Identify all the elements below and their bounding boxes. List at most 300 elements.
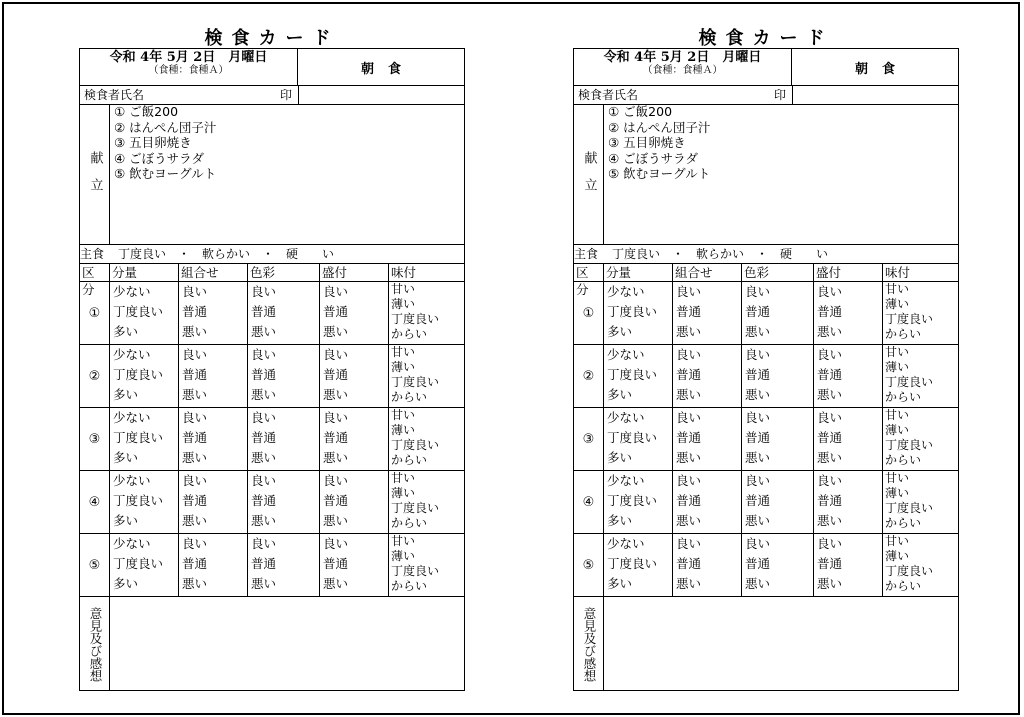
column-header-color: 色彩 — [744, 265, 770, 280]
item-number: ② — [582, 368, 595, 384]
plating-option[interactable]: 良い — [323, 473, 349, 488]
plating-option[interactable]: 良い — [323, 410, 349, 425]
column-divider — [319, 534, 320, 596]
column-divider — [109, 264, 110, 281]
plating-option[interactable]: 悪い — [817, 513, 843, 528]
color-option[interactable]: 悪い — [251, 513, 277, 528]
evaluation-row — [574, 471, 958, 534]
column-divider — [672, 345, 673, 407]
column-header-amount: 分量 — [112, 265, 138, 280]
column-divider — [178, 534, 179, 596]
column-divider — [741, 345, 742, 407]
column-divider — [178, 264, 179, 281]
menu-item: ③ 五目卵焼き — [114, 135, 192, 150]
combination-option[interactable]: 良い — [182, 410, 208, 425]
column-divider — [603, 534, 604, 596]
amount-option[interactable]: 丁度良い — [113, 304, 164, 319]
comments-label: 意見及び感想 — [582, 606, 597, 682]
comments-field[interactable] — [604, 597, 958, 690]
combination-option[interactable]: 悪い — [182, 576, 208, 591]
taste-option[interactable]: 丁度良い — [391, 312, 440, 326]
amount-option[interactable]: 丁度良い — [607, 556, 658, 571]
color-option[interactable]: 普通 — [251, 556, 277, 571]
column-header-category: 区分 — [576, 265, 589, 297]
item-number: ④ — [582, 494, 595, 510]
combination-option[interactable]: 良い — [182, 347, 208, 362]
combination-option[interactable]: 良い — [182, 284, 208, 299]
amount-option[interactable]: 多い — [113, 513, 139, 528]
amount-option[interactable]: 少ない — [607, 536, 645, 551]
amount-option[interactable]: 少ない — [113, 284, 151, 299]
evaluation-row — [80, 471, 464, 534]
plating-option[interactable]: 普通 — [323, 367, 349, 382]
amount-option[interactable]: 少ない — [113, 347, 151, 362]
column-divider — [109, 282, 110, 344]
comments-row — [80, 597, 464, 690]
plating-option[interactable]: 悪い — [817, 324, 843, 339]
header-row — [574, 49, 958, 86]
menu-list — [114, 104, 454, 204]
taste-option[interactable]: 甘い — [391, 345, 416, 359]
taste-option[interactable]: 甘い — [885, 471, 910, 485]
color-option[interactable]: 普通 — [745, 493, 771, 508]
column-divider — [247, 282, 248, 344]
meal-date: 令和 4年 5月 2日 月曜日 — [109, 50, 268, 65]
combination-option[interactable]: 悪い — [182, 513, 208, 528]
item-number: ⑤ — [582, 557, 595, 573]
column-divider — [882, 345, 883, 407]
plating-option[interactable]: 悪い — [323, 450, 349, 465]
combination-option[interactable]: 良い — [676, 410, 702, 425]
combination-option[interactable]: 普通 — [676, 304, 702, 319]
combination-option[interactable]: 良い — [676, 473, 702, 488]
meal-name: 朝食 — [360, 61, 415, 77]
evaluation-row — [80, 282, 464, 345]
item-number: ② — [88, 368, 101, 384]
plating-option[interactable]: 普通 — [323, 556, 349, 571]
column-divider — [882, 534, 883, 596]
column-header-plating: 盛付 — [322, 265, 348, 280]
color-option[interactable]: 普通 — [251, 430, 277, 445]
taste-option[interactable]: からい — [391, 390, 428, 404]
plating-option[interactable]: 普通 — [817, 556, 843, 571]
plating-option[interactable]: 良い — [323, 284, 349, 299]
menu-item: ④ ごぼうサラダ — [114, 150, 205, 166]
taste-option[interactable]: 薄い — [391, 549, 416, 563]
taste-option[interactable]: からい — [391, 516, 428, 530]
amount-option[interactable]: 多い — [113, 324, 139, 339]
column-header-taste: 味付 — [391, 265, 417, 280]
taste-option[interactable]: からい — [885, 579, 922, 593]
combination-option[interactable]: 普通 — [182, 493, 208, 508]
evaluation-row — [574, 534, 958, 597]
taste-option[interactable]: 甘い — [885, 282, 910, 296]
menu-row — [574, 105, 958, 245]
taste-option[interactable]: 薄い — [391, 486, 416, 500]
plating-option[interactable]: 悪い — [817, 576, 843, 591]
date-cell — [80, 49, 298, 85]
combination-option[interactable]: 普通 — [182, 367, 208, 382]
evaluation-row — [574, 408, 958, 471]
amount-option[interactable]: 少ない — [607, 284, 645, 299]
column-divider — [319, 345, 320, 407]
color-option[interactable]: 良い — [251, 284, 277, 299]
menu-divider — [603, 105, 604, 244]
color-option[interactable]: 普通 — [251, 367, 277, 382]
amount-option[interactable]: 少ない — [113, 410, 151, 425]
color-option[interactable]: 悪い — [745, 576, 771, 591]
plating-option[interactable]: 普通 — [323, 430, 349, 445]
plating-option[interactable]: 悪い — [323, 324, 349, 339]
combination-option[interactable]: 普通 — [182, 430, 208, 445]
column-divider — [603, 282, 604, 344]
column-divider — [741, 534, 742, 596]
column-divider — [178, 345, 179, 407]
card-table — [573, 48, 959, 691]
food-type: （食種：食種Ａ） — [148, 65, 229, 76]
staple-options[interactable]: 丁度良い ・ 軟らかい ・ 硬 い — [612, 247, 829, 261]
color-option[interactable]: 良い — [745, 473, 771, 488]
color-option[interactable]: 良い — [745, 284, 771, 299]
card-title: 検食カード — [204, 28, 340, 49]
inspector-signature-field[interactable] — [793, 86, 958, 104]
column-divider — [247, 534, 248, 596]
menu-label: 献立 — [87, 151, 103, 205]
amount-option[interactable]: 丁度良い — [113, 430, 164, 445]
color-option[interactable]: 悪い — [745, 513, 771, 528]
meal-name: 朝食 — [854, 61, 909, 77]
amount-option[interactable]: 多い — [607, 576, 633, 591]
color-option[interactable]: 悪い — [251, 450, 277, 465]
color-option[interactable]: 悪い — [745, 450, 771, 465]
item-number: ③ — [88, 431, 101, 447]
taste-option[interactable]: 丁度良い — [391, 438, 440, 452]
menu-item: ⑤ 飲むヨーグルト — [114, 166, 217, 181]
evaluation-row — [574, 345, 958, 408]
column-header-plating: 盛付 — [816, 265, 842, 280]
menu-item: ③ 五目卵焼き — [608, 135, 686, 150]
column-header-taste: 味付 — [885, 265, 911, 280]
taste-option[interactable]: からい — [885, 327, 922, 341]
menu-row — [80, 105, 464, 245]
combination-option[interactable]: 普通 — [182, 304, 208, 319]
amount-option[interactable]: 多い — [113, 576, 139, 591]
plating-option[interactable]: 悪い — [817, 450, 843, 465]
item-number: ⑤ — [88, 557, 101, 573]
inspector-label: 検食者氏名 — [84, 88, 145, 102]
amount-option[interactable]: 多い — [113, 450, 139, 465]
plating-option[interactable]: 良い — [817, 410, 843, 425]
column-divider — [388, 282, 389, 344]
color-option[interactable]: 悪い — [745, 387, 771, 402]
plating-option[interactable]: 良い — [323, 536, 349, 551]
taste-option[interactable]: からい — [391, 579, 428, 593]
amount-option[interactable]: 多い — [607, 387, 633, 402]
color-option[interactable]: 悪い — [251, 324, 277, 339]
inspector-label: 検食者氏名 — [578, 88, 639, 102]
column-divider — [813, 264, 814, 281]
taste-option[interactable]: 丁度良い — [885, 438, 934, 452]
column-divider — [741, 264, 742, 281]
color-option[interactable]: 普通 — [745, 304, 771, 319]
amount-option[interactable]: 丁度良い — [607, 430, 658, 445]
combination-option[interactable]: 良い — [182, 536, 208, 551]
column-divider — [388, 471, 389, 533]
plating-option[interactable]: 良い — [817, 347, 843, 362]
amount-option[interactable]: 少ない — [607, 473, 645, 488]
header-row — [80, 49, 464, 86]
menu-divider — [109, 105, 110, 244]
column-divider — [109, 345, 110, 407]
column-divider — [672, 408, 673, 470]
plating-option[interactable]: 良い — [817, 536, 843, 551]
evaluation-row — [574, 282, 958, 345]
amount-option[interactable]: 丁度良い — [113, 556, 164, 571]
meal-date: 令和 4年 5月 2日 月曜日 — [603, 50, 762, 65]
amount-option[interactable]: 丁度良い — [607, 304, 658, 319]
taste-option[interactable]: 甘い — [885, 534, 910, 548]
column-divider — [813, 345, 814, 407]
color-option[interactable]: 良い — [251, 410, 277, 425]
combination-option[interactable]: 悪い — [182, 450, 208, 465]
column-divider — [741, 282, 742, 344]
column-header-color: 色彩 — [250, 265, 276, 280]
color-option[interactable]: 良い — [745, 536, 771, 551]
combination-option[interactable]: 普通 — [676, 493, 702, 508]
taste-option[interactable]: 丁度良い — [885, 564, 934, 578]
item-number: ① — [88, 305, 101, 321]
evaluation-row — [80, 534, 464, 597]
taste-option[interactable]: 薄い — [885, 549, 910, 563]
color-option[interactable]: 普通 — [745, 556, 771, 571]
amount-option[interactable]: 丁度良い — [607, 367, 658, 382]
item-number: ③ — [582, 431, 595, 447]
column-divider — [882, 408, 883, 470]
amount-option[interactable]: 多い — [607, 324, 633, 339]
combination-option[interactable]: 良い — [676, 284, 702, 299]
staple-label: 主食 — [80, 247, 105, 261]
taste-option[interactable]: 薄い — [885, 297, 910, 311]
color-option[interactable]: 良い — [251, 536, 277, 551]
column-divider — [741, 408, 742, 470]
amount-option[interactable]: 少ない — [113, 473, 151, 488]
amount-option[interactable]: 多い — [113, 387, 139, 402]
column-divider — [388, 408, 389, 470]
column-divider — [388, 264, 389, 281]
taste-option[interactable]: 甘い — [391, 534, 416, 548]
plating-option[interactable]: 普通 — [817, 493, 843, 508]
column-divider — [388, 345, 389, 407]
amount-option[interactable]: 丁度良い — [607, 493, 658, 508]
staple-row — [80, 245, 464, 264]
color-option[interactable]: 普通 — [251, 304, 277, 319]
taste-option[interactable]: 薄い — [391, 297, 416, 311]
column-divider — [603, 345, 604, 407]
column-header-amount: 分量 — [606, 265, 632, 280]
combination-option[interactable]: 普通 — [676, 367, 702, 382]
menu-list — [608, 104, 948, 204]
column-divider — [109, 471, 110, 533]
plating-option[interactable]: 普通 — [817, 304, 843, 319]
inspector-row — [80, 86, 464, 105]
column-divider — [109, 534, 110, 596]
plating-option[interactable]: 良い — [817, 284, 843, 299]
inspector-row — [574, 86, 958, 105]
plating-option[interactable]: 普通 — [323, 304, 349, 319]
column-divider — [672, 534, 673, 596]
combination-option[interactable]: 悪い — [676, 450, 702, 465]
column-header-category: 区分 — [82, 265, 95, 297]
combination-option[interactable]: 普通 — [676, 430, 702, 445]
plating-option[interactable]: 悪い — [323, 387, 349, 402]
plating-option[interactable]: 普通 — [817, 430, 843, 445]
color-option[interactable]: 良い — [251, 473, 277, 488]
color-option[interactable]: 悪い — [745, 324, 771, 339]
column-divider — [319, 408, 320, 470]
amount-option[interactable]: 多い — [607, 450, 633, 465]
staple-row — [574, 245, 958, 264]
plating-option[interactable]: 普通 — [817, 367, 843, 382]
column-divider — [741, 471, 742, 533]
combination-option[interactable]: 悪い — [182, 387, 208, 402]
seal-label: 印 — [774, 88, 787, 102]
combination-option[interactable]: 悪い — [182, 324, 208, 339]
column-header-combination: 組合せ — [181, 265, 219, 280]
seal-label: 印 — [280, 88, 293, 102]
combination-option[interactable]: 普通 — [676, 556, 702, 571]
taste-option[interactable]: 薄い — [391, 360, 416, 374]
taste-option[interactable]: からい — [885, 516, 922, 530]
plating-option[interactable]: 悪い — [323, 576, 349, 591]
column-divider — [882, 471, 883, 533]
column-divider — [247, 408, 248, 470]
combination-option[interactable]: 悪い — [676, 576, 702, 591]
column-divider — [109, 408, 110, 470]
color-option[interactable]: 悪い — [251, 576, 277, 591]
taste-option[interactable]: 丁度良い — [885, 312, 934, 326]
amount-option[interactable]: 丁度良い — [113, 367, 164, 382]
taste-option[interactable]: 甘い — [391, 408, 416, 422]
column-divider — [319, 471, 320, 533]
column-divider — [672, 471, 673, 533]
item-number: ① — [582, 305, 595, 321]
taste-option[interactable]: 丁度良い — [885, 501, 934, 515]
column-divider — [178, 471, 179, 533]
taste-option[interactable]: からい — [885, 390, 922, 404]
comments-row — [574, 597, 958, 690]
color-option[interactable]: 普通 — [745, 367, 771, 382]
column-divider — [178, 408, 179, 470]
column-divider — [247, 264, 248, 281]
plating-option[interactable]: 悪い — [323, 513, 349, 528]
column-divider — [672, 264, 673, 281]
column-divider — [319, 264, 320, 281]
card-table — [79, 48, 465, 691]
menu-item: ① ご飯200 — [608, 104, 673, 119]
date-cell — [574, 49, 792, 85]
taste-option[interactable]: 薄い — [885, 423, 910, 437]
plating-option[interactable]: 良い — [323, 347, 349, 362]
menu-item: ① ご飯200 — [114, 104, 179, 119]
taste-option[interactable]: 丁度良い — [391, 375, 440, 389]
item-number: ④ — [88, 494, 101, 510]
combination-option[interactable]: 悪い — [676, 324, 702, 339]
taste-option[interactable]: 甘い — [885, 408, 910, 422]
staple-options[interactable]: 丁度良い ・ 軟らかい ・ 硬 い — [118, 247, 335, 261]
combination-option[interactable]: 悪い — [676, 513, 702, 528]
plating-option[interactable]: 悪い — [817, 387, 843, 402]
combination-option[interactable]: 悪い — [676, 387, 702, 402]
column-divider — [319, 282, 320, 344]
taste-option[interactable]: からい — [391, 453, 428, 467]
taste-option[interactable]: からい — [391, 327, 428, 341]
taste-option[interactable]: 薄い — [885, 360, 910, 374]
taste-option[interactable]: 丁度良い — [885, 375, 934, 389]
color-option[interactable]: 良い — [251, 347, 277, 362]
taste-option[interactable]: 丁度良い — [391, 564, 440, 578]
color-option[interactable]: 良い — [745, 410, 771, 425]
column-divider — [603, 264, 604, 281]
menu-item: ④ ごぼうサラダ — [608, 150, 699, 166]
inspector-signature-field[interactable] — [299, 86, 464, 104]
column-divider — [178, 282, 179, 344]
column-divider — [813, 408, 814, 470]
column-divider — [672, 282, 673, 344]
menu-item: ② はんぺん団子汁 — [608, 119, 711, 135]
food-type: （食種：食種Ａ） — [642, 65, 723, 76]
color-option[interactable]: 普通 — [251, 493, 277, 508]
taste-option[interactable]: 薄い — [885, 486, 910, 500]
taste-option[interactable]: 甘い — [391, 471, 416, 485]
color-option[interactable]: 悪い — [251, 387, 277, 402]
taste-option[interactable]: 薄い — [391, 423, 416, 437]
color-option[interactable]: 良い — [745, 347, 771, 362]
taste-option[interactable]: 丁度良い — [391, 501, 440, 515]
column-divider — [882, 264, 883, 281]
taste-option[interactable]: からい — [885, 453, 922, 467]
plating-option[interactable]: 普通 — [323, 493, 349, 508]
amount-option[interactable]: 多い — [607, 513, 633, 528]
column-divider — [813, 282, 814, 344]
column-divider — [603, 471, 604, 533]
combination-option[interactable]: 良い — [676, 347, 702, 362]
combination-option[interactable]: 良い — [182, 473, 208, 488]
column-divider — [813, 471, 814, 533]
menu-item: ② はんぺん団子汁 — [114, 119, 217, 135]
menu-label: 献立 — [581, 151, 597, 205]
amount-option[interactable]: 丁度良い — [113, 493, 164, 508]
column-divider — [388, 534, 389, 596]
taste-option[interactable]: 甘い — [391, 282, 416, 296]
card-title: 検食カード — [698, 28, 834, 49]
comments-label: 意見及び感想 — [88, 606, 103, 682]
staple-label: 主食 — [574, 247, 599, 261]
column-divider — [813, 534, 814, 596]
amount-option[interactable]: 少ない — [113, 536, 151, 551]
comments-field[interactable] — [110, 597, 464, 690]
column-header-combination: 組合せ — [675, 265, 713, 280]
amount-option[interactable]: 少ない — [607, 347, 645, 362]
plating-option[interactable]: 良い — [817, 473, 843, 488]
color-option[interactable]: 普通 — [745, 430, 771, 445]
menu-item: ⑤ 飲むヨーグルト — [608, 166, 711, 181]
taste-option[interactable]: 甘い — [885, 345, 910, 359]
column-divider — [247, 345, 248, 407]
combination-option[interactable]: 普通 — [182, 556, 208, 571]
amount-option[interactable]: 少ない — [607, 410, 645, 425]
evaluation-row — [80, 345, 464, 408]
combination-option[interactable]: 良い — [676, 536, 702, 551]
